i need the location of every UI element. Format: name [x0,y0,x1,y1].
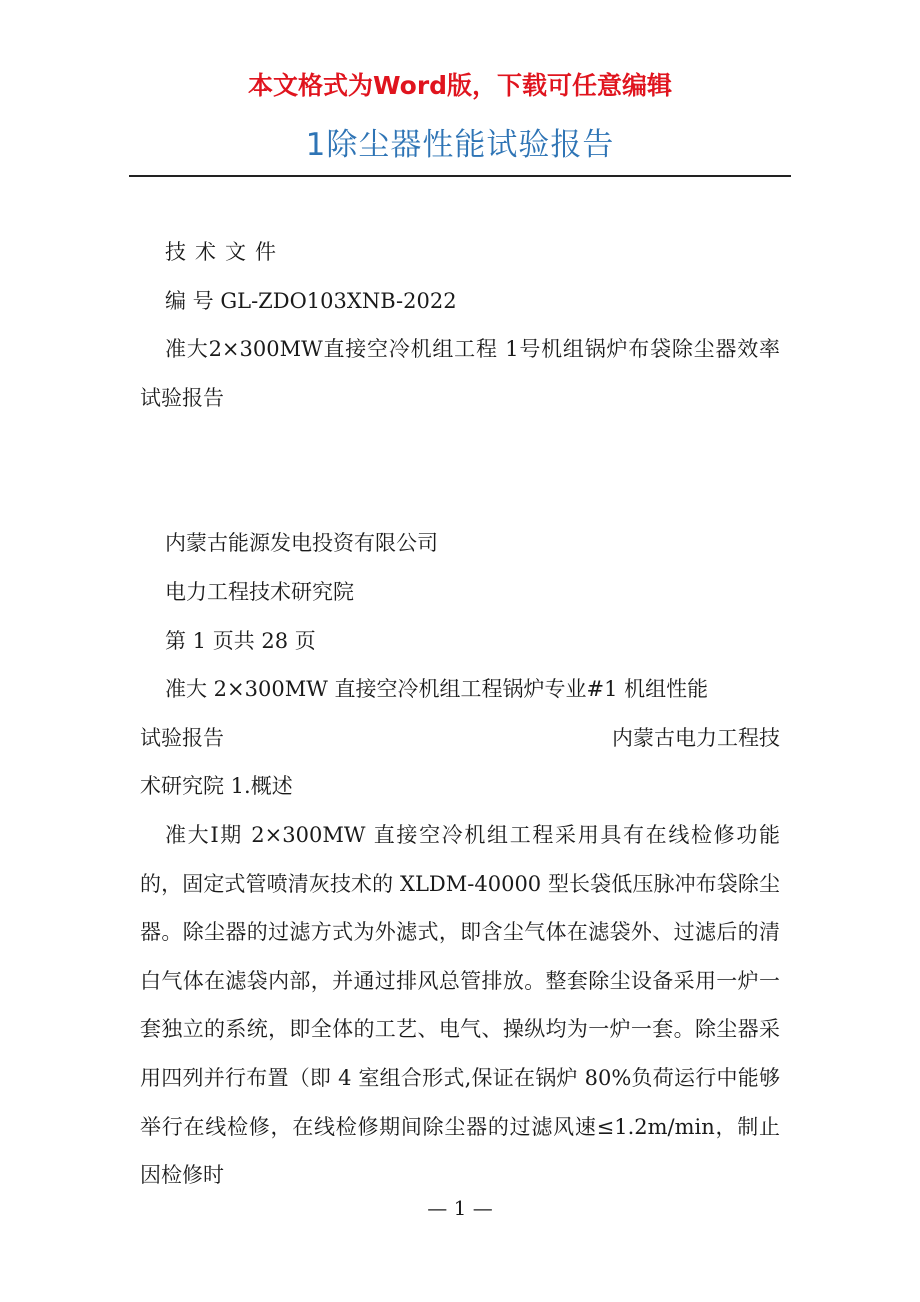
title-divider [129,175,791,177]
page-number-footer: — 1 — [427,1196,493,1220]
download-banner: 本文格式为Word版，下载可任意编辑 [247,71,673,100]
running-header-line-2 [140,714,780,763]
doc-type-line: 技术文件 [165,240,285,264]
doc-number-line: 编 号 GL-ZDO103XNB-2022 [165,288,457,313]
project-title-paragraph: 准大2×300MW直接空冷机组工程 1号机组锅炉布袋除尘器效率试验报告 [140,337,780,410]
document-body [140,228,780,1200]
cover-spacer [140,422,780,519]
overview-paragraph: 准大Ⅰ期 2×300MW 直接空冷机组工程采用具有在线检修功能的，固定式管喷清灰技术的 XLDM-40000 型长袋低压脉冲布袋除尘器。除尘器的过滤方式为外滤式，即含尘气体在滤袋外、过滤后的清白气体在滤袋内部，并通过排风总管排放。整套除尘设备采用一炉一套独立的系统，即全体的工艺、电气、操纵均为一炉一套。除尘器采用四列并行布置（即 4 室组合形式,保证在锅炉 80%负荷运行中能够举行在线检修，在线检修期间除尘器的过滤风速≤1.2m/min，制止因检修时 [140,822,780,1188]
institute-line: 电力工程技术研究院 [165,579,354,604]
running-header-line-1: 准大 2×300MW 直接空冷机组工程锅炉专业#1 机组性能 [165,677,709,702]
company-line: 内蒙古能源发电投资有限公司 [165,531,438,556]
running-header-right: 内蒙古电力工程技 [612,725,780,750]
running-header-left: 试验报告 [140,725,224,750]
page-info-line: 第 1 页共 28 页 [165,628,316,653]
document-title: 1除尘器性能试验报告 [305,127,615,163]
running-header-line-3: 术研究院 1.概述 [140,774,293,799]
